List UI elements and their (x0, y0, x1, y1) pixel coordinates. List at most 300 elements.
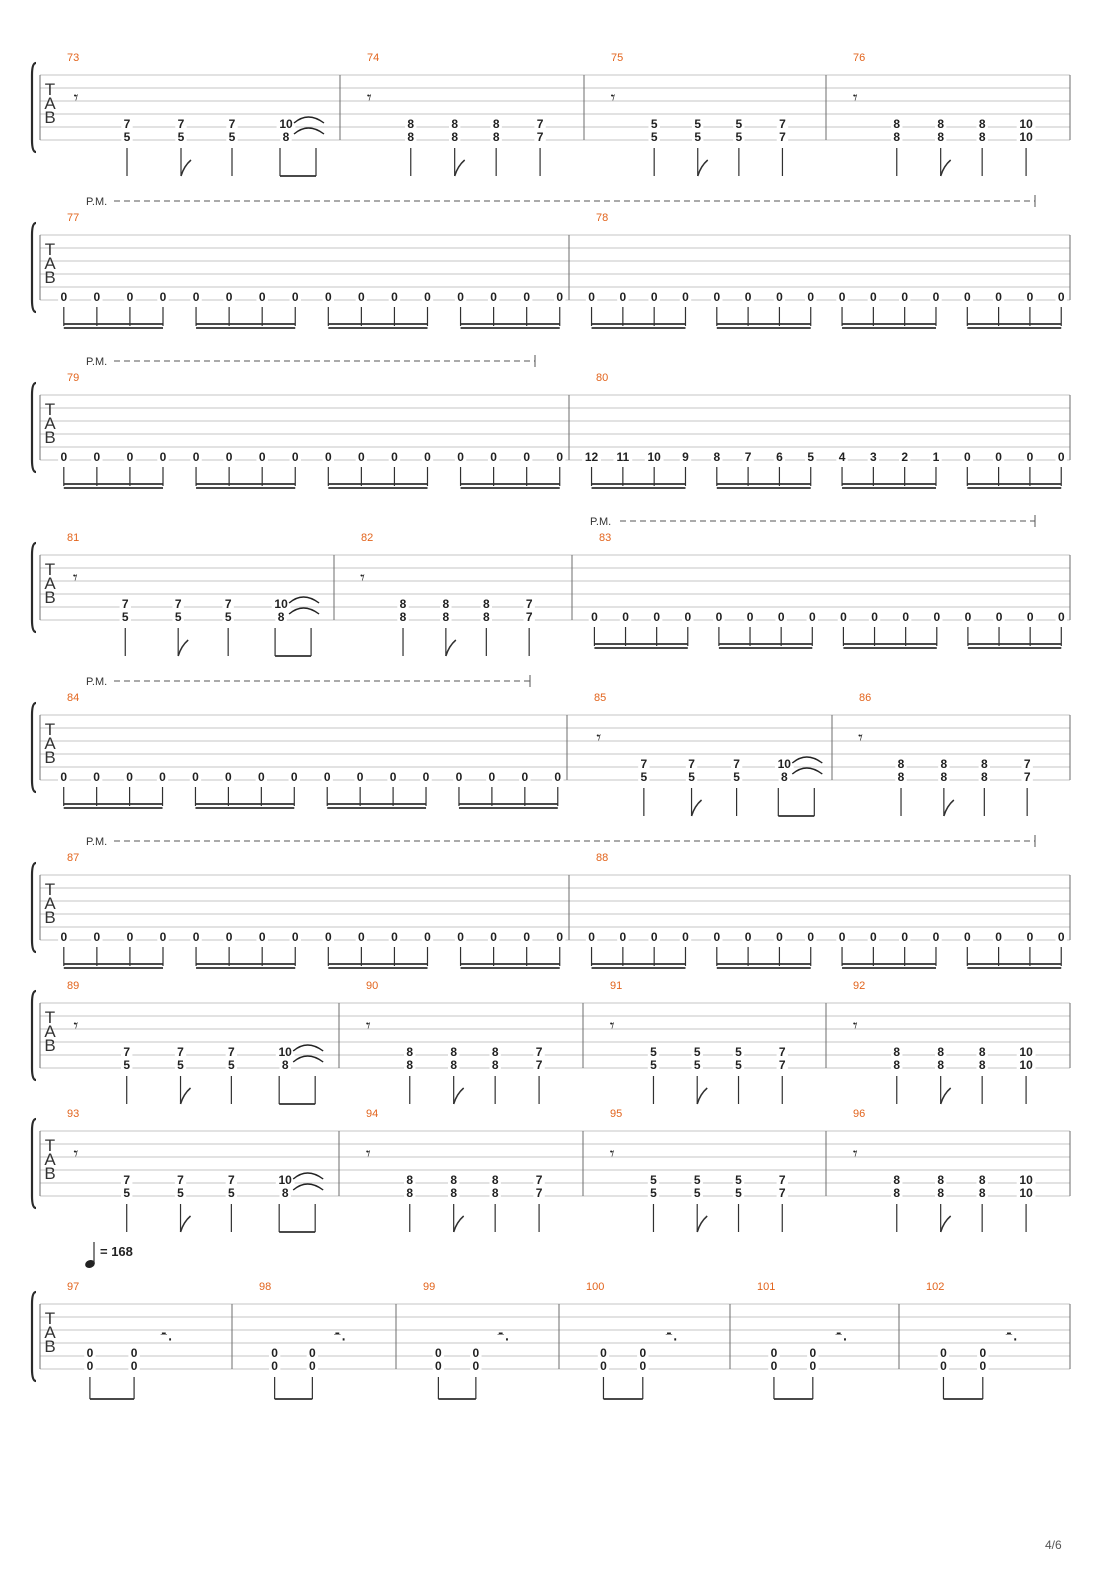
eighth-rest: 𝄾 (610, 87, 616, 109)
tab-clef-letter: T (44, 720, 56, 739)
fret-number: 0 (324, 290, 332, 304)
tab-clef-letter: A (44, 1150, 56, 1169)
fret-number: 5 (735, 1045, 742, 1059)
fret-number: 4 (838, 450, 846, 464)
fret-number: 7 (688, 757, 695, 771)
fret-number: 0 (93, 290, 101, 304)
note-flag (941, 1088, 951, 1104)
fret-number: 5 (735, 1058, 742, 1072)
fret-number: 0 (1057, 450, 1065, 464)
fret-number: 8 (482, 610, 490, 624)
fret-number: 5 (121, 610, 129, 624)
fret-number: 0 (940, 1346, 947, 1360)
fret-number: 0 (840, 610, 847, 624)
fret-number: 0 (523, 450, 531, 464)
measure-number: 101 (757, 1281, 776, 1293)
fret-number: 7 (525, 610, 533, 624)
fret-number: 8 (897, 757, 905, 771)
fret-number: 8 (937, 1186, 945, 1200)
measure-number: 99 (423, 1281, 436, 1293)
fret-number: 10 (1019, 1186, 1033, 1200)
fret-number: 0 (457, 930, 464, 944)
fret-number: 0 (682, 290, 689, 304)
tie-arc (792, 757, 822, 763)
dotted-half-rest: 𝄼. (333, 1324, 347, 1346)
measure-number: 89 (67, 980, 80, 992)
fret-number: 0 (225, 770, 232, 784)
note-flag (454, 1216, 464, 1232)
fret-number: 0 (809, 1359, 817, 1373)
fret-number: 0 (901, 930, 909, 944)
system-bracket (32, 991, 36, 1080)
tab-clef-letter: B (44, 428, 56, 447)
fret-number: 0 (490, 930, 497, 944)
fret-number: 8 (442, 597, 450, 611)
fret-number: 7 (778, 1186, 786, 1200)
eighth-rest: 𝄾 (852, 1143, 858, 1165)
fret-number: 0 (523, 290, 531, 304)
fret-number: 8 (937, 1045, 945, 1059)
fret-number: 5 (694, 117, 702, 131)
fret-number: 8 (978, 1173, 986, 1187)
system-bracket (32, 223, 36, 312)
fret-number: 5 (735, 117, 743, 131)
fret-number: 0 (963, 450, 971, 464)
tempo-marking: = 168 (100, 1244, 133, 1259)
fret-number: 8 (491, 1173, 499, 1187)
fret-number: 8 (281, 1186, 289, 1200)
tab-clef-letter: T (44, 240, 56, 259)
measure-number: 79 (67, 372, 80, 384)
fret-number: 0 (770, 1359, 778, 1373)
fret-number: 7 (535, 1173, 543, 1187)
fret-number: 8 (450, 1058, 458, 1072)
note-flag (181, 1088, 191, 1104)
fret-number: 10 (1019, 130, 1033, 144)
tie-arc (293, 1184, 323, 1190)
fret-number: 0 (995, 450, 1002, 464)
fret-number: 0 (422, 770, 430, 784)
system-bracket (32, 863, 36, 952)
fret-number: 0 (902, 610, 910, 624)
fret-number: 5 (693, 1058, 701, 1072)
tab-clef-letter: B (44, 1164, 56, 1183)
fret-number: 0 (932, 930, 940, 944)
fret-number: 0 (60, 290, 68, 304)
tab-clef-letter: A (44, 894, 56, 913)
fret-number: 0 (744, 290, 752, 304)
fret-number: 0 (225, 930, 233, 944)
fret-number: 0 (639, 1359, 647, 1373)
fret-number: 5 (694, 130, 702, 144)
fret-number: 7 (535, 1058, 543, 1072)
note-flag (698, 160, 708, 176)
measure-number: 77 (67, 212, 80, 224)
fret-number: 8 (713, 450, 721, 464)
fret-number: 7 (177, 117, 185, 131)
fret-number: 7 (733, 757, 740, 771)
eighth-rest: 𝄾 (858, 727, 863, 749)
tab-clef-letter: A (44, 1323, 56, 1342)
fret-number: 8 (406, 1173, 414, 1187)
fret-number: 5 (123, 1186, 131, 1200)
fret-number: 0 (309, 1346, 316, 1360)
fret-number: 10 (647, 450, 661, 464)
note-flag (941, 1216, 951, 1232)
measure-number: 76 (853, 52, 866, 64)
fret-number: 0 (424, 450, 431, 464)
fret-number: 0 (435, 1346, 442, 1360)
dotted-half-rest: 𝄼. (497, 1324, 510, 1346)
fret-number: 7 (228, 117, 236, 131)
tab-clef-letter: T (44, 880, 56, 899)
fret-number: 8 (406, 1045, 414, 1059)
fret-number: 8 (940, 757, 948, 771)
fret-number: 0 (86, 1346, 94, 1360)
fret-number: 12 (584, 450, 599, 464)
fret-number: 8 (937, 1058, 945, 1072)
measure-number: 74 (367, 52, 380, 64)
fret-number: 0 (324, 930, 332, 944)
dotted-half-rest: 𝄼. (160, 1324, 174, 1346)
fret-number: 1 (932, 450, 940, 464)
fret-number: 0 (192, 770, 199, 784)
fret-number: 0 (600, 1359, 607, 1373)
eighth-rest: 𝄾 (72, 567, 78, 589)
measure-number: 80 (596, 372, 609, 384)
tab-clef-letter: A (44, 574, 56, 593)
fret-number: 8 (491, 1058, 499, 1072)
fret-number: 10 (274, 597, 288, 611)
fret-number: 5 (228, 1058, 235, 1072)
fret-number: 0 (870, 290, 877, 304)
fret-number: 7 (778, 1173, 786, 1187)
fret-number: 0 (356, 770, 364, 784)
tie-arc (289, 608, 319, 614)
fret-number: 0 (556, 450, 564, 464)
tie-arc (294, 117, 324, 123)
fret-number: 0 (619, 930, 627, 944)
fret-number: 7 (525, 597, 533, 611)
fret-number: 0 (60, 930, 68, 944)
dotted-half-rest: 𝄼. (835, 1324, 848, 1346)
eighth-rest: 𝄾 (73, 1143, 79, 1165)
fret-number: 0 (389, 770, 397, 784)
fret-number: 0 (1057, 610, 1065, 624)
measure-number: 82 (361, 532, 374, 544)
fret-number: 3 (870, 450, 877, 464)
fret-number: 7 (123, 1173, 131, 1187)
fret-number: 0 (271, 1346, 278, 1360)
fret-number: 0 (391, 930, 398, 944)
fret-number: 5 (693, 1173, 701, 1187)
fret-number: 0 (225, 290, 233, 304)
fret-number: 10 (278, 1045, 292, 1059)
tab-clef-letter: B (44, 588, 56, 607)
fret-number: 0 (770, 1346, 778, 1360)
measure-number: 90 (366, 980, 379, 992)
note-flag (455, 160, 465, 176)
tab-clef-letter: B (44, 108, 56, 127)
fret-number: 5 (174, 610, 182, 624)
fret-number: 8 (451, 130, 459, 144)
fret-number: 0 (933, 610, 941, 624)
fret-number: 0 (258, 930, 266, 944)
fret-number: 0 (746, 610, 754, 624)
fret-number: 7 (640, 757, 648, 771)
fret-number: 0 (995, 610, 1003, 624)
fret-number: 0 (554, 770, 562, 784)
measure-number: 83 (599, 532, 612, 544)
system-bracket (32, 703, 36, 792)
fret-number: 0 (60, 450, 68, 464)
fret-number: 8 (491, 1186, 499, 1200)
fret-number: 8 (482, 597, 490, 611)
fret-number: 0 (291, 450, 299, 464)
fret-number: 7 (228, 1045, 235, 1059)
fret-number: 0 (556, 290, 564, 304)
fret-number: 5 (123, 130, 131, 144)
tab-clef-letter: B (44, 748, 56, 767)
fret-number: 5 (650, 1058, 657, 1072)
fret-number: 7 (177, 1045, 184, 1059)
measure-number: 94 (366, 1108, 379, 1120)
eighth-rest: 𝄾 (365, 1143, 371, 1165)
fret-number: 0 (870, 930, 877, 944)
fret-number: 0 (93, 930, 101, 944)
note-flag (454, 1088, 464, 1104)
note-flag (446, 640, 456, 656)
fret-number: 5 (177, 130, 185, 144)
fret-number: 0 (457, 450, 464, 464)
eighth-rest: 𝄾 (366, 87, 372, 109)
fret-number: 0 (323, 770, 331, 784)
fret-number: 0 (455, 770, 463, 784)
measure-number: 84 (67, 692, 80, 704)
fret-number: 0 (258, 290, 266, 304)
measure-number: 81 (67, 532, 80, 544)
tab-clef-letter: T (44, 1309, 56, 1328)
fret-number: 5 (650, 1186, 657, 1200)
fret-number: 8 (940, 770, 948, 784)
fret-number: 0 (324, 450, 332, 464)
fret-number: 0 (86, 1359, 94, 1373)
fret-number: 0 (523, 930, 531, 944)
fret-number: 7 (535, 1186, 543, 1200)
measure-number: 78 (596, 212, 609, 224)
fret-number: 8 (282, 130, 290, 144)
fret-number: 5 (693, 1186, 701, 1200)
note-flag (941, 160, 951, 176)
fret-number: 7 (536, 117, 544, 131)
measure-number: 75 (611, 52, 624, 64)
tab-clef-letter: A (44, 414, 56, 433)
fret-number: 8 (978, 1058, 986, 1072)
fret-number: 0 (932, 290, 940, 304)
fret-number: 0 (126, 450, 134, 464)
fret-number: 0 (556, 930, 564, 944)
fret-number: 0 (591, 610, 598, 624)
fret-number: 5 (228, 130, 236, 144)
eighth-rest: 𝄾 (852, 1015, 858, 1037)
fret-number: 0 (963, 290, 971, 304)
fret-number: 7 (778, 1045, 786, 1059)
fret-number: 0 (940, 1359, 947, 1373)
fret-number: 0 (93, 770, 100, 784)
fret-number: 7 (228, 1173, 235, 1187)
measure-number: 86 (859, 692, 872, 704)
fret-number: 0 (309, 1359, 316, 1373)
fret-number: 0 (901, 290, 909, 304)
fret-number: 0 (271, 1359, 278, 1373)
system-bracket (32, 1292, 36, 1381)
fret-number: 8 (897, 770, 905, 784)
measure-number: 88 (596, 852, 609, 864)
measure-number: 95 (610, 1108, 623, 1120)
fret-number: 8 (399, 610, 407, 624)
tie-arc (293, 1045, 323, 1051)
fret-number: 8 (978, 130, 986, 144)
tab-clef-letter: A (44, 94, 56, 113)
dotted-half-rest: 𝄼. (665, 1324, 679, 1346)
fret-number: 0 (225, 450, 233, 464)
measure-number: 97 (67, 1281, 80, 1293)
fret-number: 8 (450, 1173, 458, 1187)
note-flag (697, 1216, 707, 1232)
fret-number: 8 (450, 1045, 458, 1059)
eighth-rest: 𝄾 (73, 87, 79, 109)
fret-number: 0 (291, 290, 299, 304)
fret-number: 0 (1026, 930, 1034, 944)
palm-mute-label: P.M. (86, 356, 108, 368)
fret-number: 0 (126, 290, 134, 304)
fret-number: 0 (257, 770, 265, 784)
fret-number: 5 (224, 610, 232, 624)
fret-number: 0 (715, 610, 723, 624)
tie-arc (294, 128, 324, 134)
fret-number: 8 (893, 1045, 901, 1059)
fret-number: 0 (60, 770, 68, 784)
fret-number: 8 (492, 117, 500, 131)
fret-number: 0 (521, 770, 529, 784)
fret-number: 8 (491, 1045, 499, 1059)
measure-number: 96 (853, 1108, 866, 1120)
fret-number: 0 (1026, 450, 1034, 464)
note-flag (697, 1088, 707, 1104)
tab-clef-letter: A (44, 734, 56, 753)
fret-number: 0 (808, 610, 816, 624)
fret-number: 8 (893, 117, 901, 131)
fret-number: 5 (640, 770, 648, 784)
fret-number: 0 (963, 930, 971, 944)
fret-number: 8 (451, 117, 459, 131)
fret-number: 0 (1026, 610, 1034, 624)
fret-number: 5 (733, 770, 740, 784)
fret-number: 0 (807, 930, 815, 944)
fret-number: 0 (291, 930, 299, 944)
fret-number: 8 (780, 770, 788, 784)
fret-number: 5 (650, 130, 658, 144)
tie-arc (293, 1173, 323, 1179)
fret-number: 0 (192, 290, 200, 304)
fret-number: 8 (407, 130, 415, 144)
fret-number: 0 (457, 290, 464, 304)
fret-number: 0 (391, 450, 398, 464)
fret-number: 0 (1057, 290, 1065, 304)
fret-number: 0 (964, 610, 972, 624)
eighth-rest: 𝄾 (360, 567, 365, 589)
fret-number: 8 (406, 1186, 414, 1200)
fret-number: 7 (121, 597, 129, 611)
fret-number: 10 (1019, 117, 1033, 131)
note-flag (944, 800, 954, 816)
fret-number: 0 (600, 1346, 607, 1360)
fret-number: 0 (290, 770, 298, 784)
fret-number: 0 (358, 450, 365, 464)
measure-number: 85 (594, 692, 607, 704)
fret-number: 0 (776, 930, 783, 944)
fret-number: 8 (980, 770, 988, 784)
system-bracket (32, 1119, 36, 1208)
fret-number: 0 (472, 1346, 480, 1360)
fret-number: 0 (472, 1359, 480, 1373)
fret-number: 5 (650, 1045, 657, 1059)
fret-number: 0 (744, 930, 752, 944)
fret-number: 0 (258, 450, 266, 464)
fret-number: 10 (1019, 1058, 1033, 1072)
fret-number: 8 (978, 1186, 986, 1200)
fret-number: 0 (713, 930, 721, 944)
eighth-rest: 𝄾 (609, 1015, 615, 1037)
fret-number: 0 (490, 450, 497, 464)
tie-arc (289, 597, 319, 603)
fret-number: 0 (490, 290, 497, 304)
system-bracket (32, 63, 36, 152)
measure-number: 91 (610, 980, 623, 992)
fret-number: 0 (435, 1359, 442, 1373)
fret-number: 0 (1026, 290, 1034, 304)
fret-number: 0 (358, 290, 365, 304)
fret-number: 0 (684, 610, 692, 624)
fret-number: 7 (535, 1045, 543, 1059)
fret-number: 5 (650, 117, 658, 131)
tie-arc (293, 1056, 323, 1062)
fret-number: 0 (809, 1346, 817, 1360)
fret-number: 8 (937, 130, 945, 144)
note-flag (692, 800, 702, 816)
note-flag (178, 640, 188, 656)
tab-clef-letter: T (44, 1136, 56, 1155)
tab-clef-letter: A (44, 254, 56, 273)
fret-number: 0 (424, 930, 431, 944)
tie-arc (792, 768, 822, 774)
fret-number: 0 (619, 290, 627, 304)
eighth-rest: 𝄾 (596, 727, 602, 749)
dotted-half-rest: 𝄼. (1005, 1324, 1019, 1346)
system-bracket (32, 383, 36, 472)
tab-clef-letter: B (44, 908, 56, 927)
fret-number: 8 (893, 1058, 901, 1072)
fret-number: 7 (1023, 770, 1031, 784)
fret-number: 0 (192, 450, 200, 464)
fret-number: 5 (177, 1186, 184, 1200)
fret-number: 0 (807, 290, 815, 304)
fret-number: 7 (174, 597, 182, 611)
fret-number: 0 (159, 770, 166, 784)
fret-number: 8 (980, 757, 988, 771)
fret-number: 10 (1019, 1173, 1033, 1187)
fret-number: 0 (126, 930, 134, 944)
